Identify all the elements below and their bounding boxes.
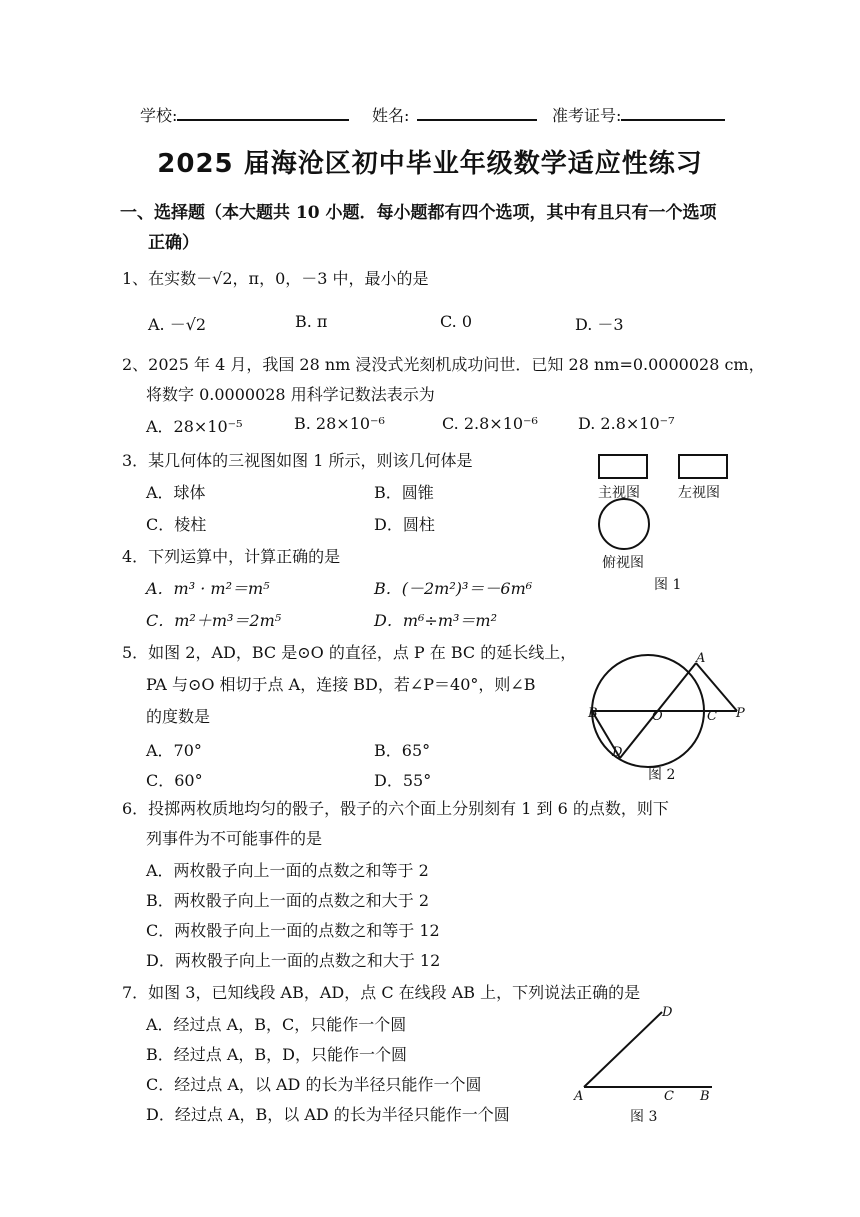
school-blank[interactable] (177, 105, 349, 121)
question-5-stem-line3: 的度数是 (146, 707, 211, 726)
q1-option-c[interactable]: C. 0 (440, 312, 473, 331)
q7-option-a[interactable]: A．经过点 A，B，C，只能作一个圆 (146, 1015, 407, 1034)
q6-option-c[interactable]: C．两枚骰子向上一面的点数之和等于 12 (146, 921, 440, 940)
q3-option-d[interactable]: D．圆柱 (374, 515, 435, 534)
q4-option-a[interactable]: A．m³ · m²＝m⁵ (146, 579, 270, 598)
school-field (140, 103, 349, 126)
exam-no-blank[interactable] (621, 105, 725, 121)
q4-option-c[interactable]: C．m²＋m³＝2m⁵ (146, 611, 282, 630)
q2-option-c[interactable]: C. 2.8×10⁻⁶ (442, 414, 538, 433)
q1-option-a[interactable]: A. －√2 (148, 315, 207, 334)
figure2-caption: 图 2 (648, 767, 676, 783)
name-label: 姓名: (372, 106, 410, 125)
question-2-stem-line1: 2、2025 年 4 月，我国 28 nm 浸没式光刻机成功问世．已知 28 nm=0.0000028 cm， (122, 355, 765, 374)
q7-option-c[interactable]: C．经过点 A，以 AD 的长为半径只能作一个圆 (146, 1075, 482, 1094)
q2-option-d[interactable]: D. 2.8×10⁻⁷ (578, 414, 675, 433)
top-view-circle (598, 498, 650, 550)
exam-no-label: 准考证号: (552, 106, 622, 125)
left-view-label: 左视图 (678, 485, 720, 501)
q6-option-d[interactable]: D．两枚骰子向上一面的点数之和大于 12 (146, 951, 441, 970)
point-c-label: C (664, 1089, 674, 1104)
figure2-diagram (582, 640, 752, 770)
point-d-label: D (662, 1005, 673, 1020)
question-5-stem-line1: 5．如图 2，AD，BC 是⊙O 的直径，点 P 在 BC 的延长线上， (122, 643, 577, 662)
q1-option-d[interactable]: D. －3 (575, 315, 624, 334)
point-c-label: C (707, 709, 717, 724)
exam-no-field (552, 103, 725, 126)
question-5-stem-line2: PA 与⊙O 相切于点 A，连接 BD，若∠P＝40°，则∠B (146, 675, 536, 694)
main-view-label: 主视图 (598, 485, 640, 501)
q5-option-a[interactable]: A．70° (146, 741, 202, 760)
tangent-pa (696, 663, 737, 711)
q3-option-a[interactable]: A．球体 (146, 483, 206, 502)
main-view-rectangle (598, 454, 648, 479)
figure1-caption: 图 1 (654, 577, 682, 593)
name-blank[interactable] (417, 105, 537, 121)
question-6-stem-line1: 6．投掷两枚质地均匀的骰子，骰子的六个面上分别刻有 1 到 6 的点数，则下 (122, 799, 669, 818)
q5-option-d[interactable]: D．55° (374, 771, 432, 790)
q5-option-b[interactable]: B．65° (374, 741, 431, 760)
point-b-label: B (700, 1089, 710, 1104)
question-1-stem: 1、在实数－√2，π，0，－3 中，最小的是 (122, 269, 429, 288)
name-field (372, 103, 537, 126)
segment-ad (584, 1012, 662, 1087)
question-6-stem-line2: 列事件为不可能事件的是 (146, 829, 323, 848)
point-a-label: A (574, 1089, 584, 1104)
q5-option-c[interactable]: C．60° (146, 771, 203, 790)
q3-option-b[interactable]: B．圆锥 (374, 483, 434, 502)
point-o-label: O (652, 709, 663, 724)
question-4-stem: 4．下列运算中，计算正确的是 (122, 547, 341, 566)
figure3-diagram (570, 1002, 720, 1107)
point-a-label: A (696, 651, 706, 666)
q2-option-b[interactable]: B. 28×10⁻⁶ (294, 414, 385, 433)
q4-option-b[interactable]: B．(－2m²)³＝－6m⁶ (374, 579, 533, 598)
question-7-stem: 7．如图 3，已知线段 AB，AD，点 C 在线段 AB 上，下列说法正确的是 (122, 983, 641, 1002)
q1-option-b[interactable]: B. π (295, 312, 328, 331)
q3-option-c[interactable]: C．棱柱 (146, 515, 207, 534)
q6-option-a[interactable]: A．两枚骰子向上一面的点数之和等于 2 (146, 861, 429, 880)
q2-option-a[interactable]: A．28×10⁻⁵ (146, 417, 243, 436)
top-view-label: 俯视图 (602, 555, 644, 571)
section-heading-line1: 一、选择题（本大题共 10 小题．每小题都有四个选项，其中有且只有一个选项 (120, 203, 717, 223)
section-heading-line2: 正确） (148, 233, 199, 253)
q6-option-b[interactable]: B．两枚骰子向上一面的点数之和大于 2 (146, 891, 430, 910)
school-label: 学校: (140, 106, 178, 125)
point-b-label: B (588, 706, 598, 721)
question-2-stem-line2: 将数字 0.0000028 用科学记数法表示为 (146, 385, 435, 404)
point-p-label: P (736, 706, 745, 721)
figure3-caption: 图 3 (630, 1109, 658, 1125)
page-title: 2025 届海沧区初中毕业年级数学适应性练习 (157, 149, 703, 179)
q7-option-d[interactable]: D．经过点 A，B，以 AD 的长为半径只能作一个圆 (146, 1105, 510, 1124)
question-3-stem: 3．某几何体的三视图如图 1 所示，则该几何体是 (122, 451, 473, 470)
q7-option-b[interactable]: B．经过点 A，B，D，只能作一个圆 (146, 1045, 407, 1064)
q4-option-d[interactable]: D．m⁶÷m³＝m² (374, 611, 497, 630)
point-d-label: D (612, 745, 623, 760)
left-view-rectangle (678, 454, 728, 479)
